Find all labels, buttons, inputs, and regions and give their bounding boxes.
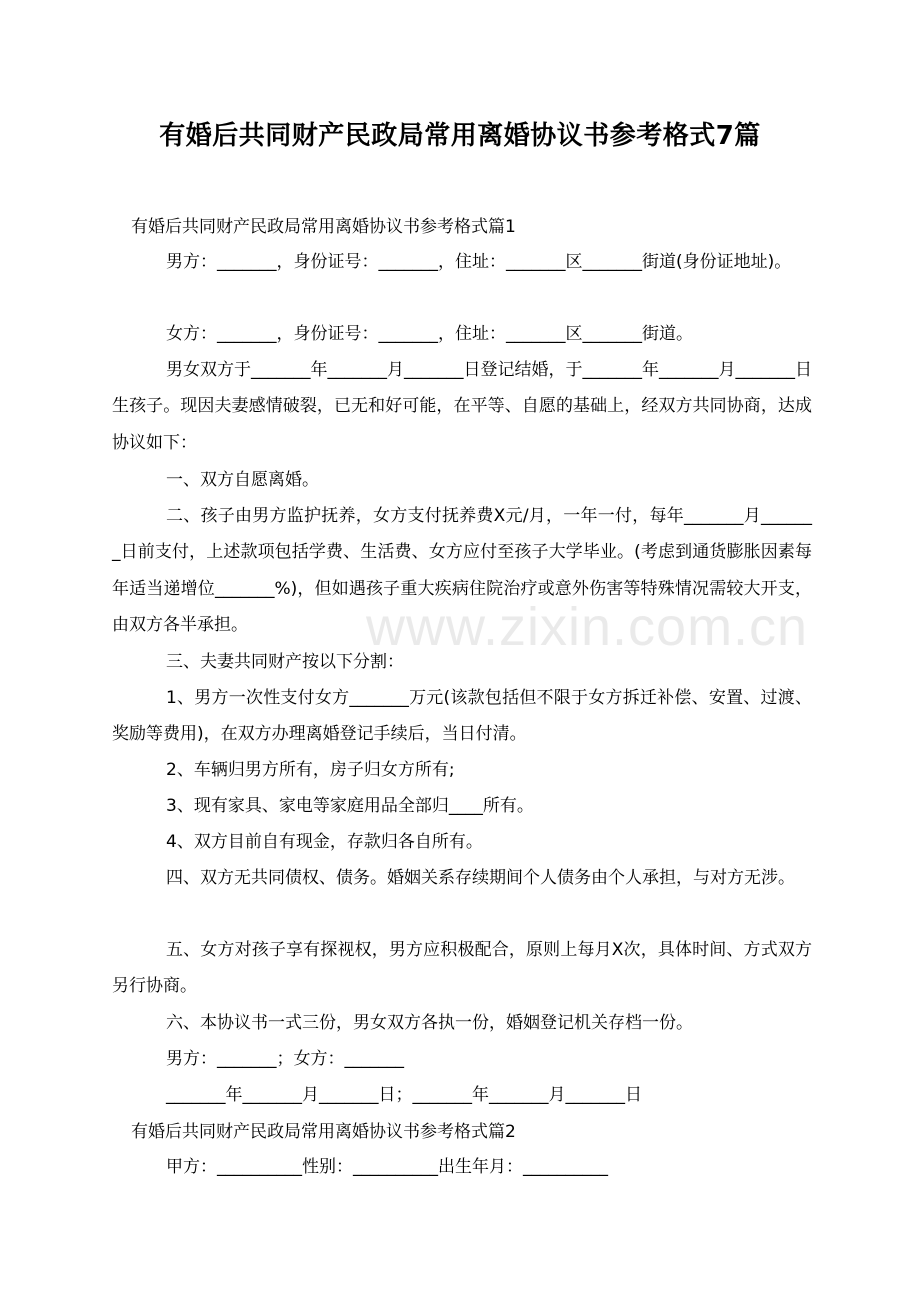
paragraph-signatures: 男方：_______；女方：_______ (166, 1049, 404, 1069)
paragraph-clause-6: 六、本协议书一式三份，男女双方各执一份，婚姻登记机关存档一份。 (166, 1013, 693, 1033)
paragraph-item-3: 3、现有家具、家电等家庭用品全部归____所有。 (166, 796, 534, 816)
paragraph-clause-3: 三、夫妻共同财产按以下分割： (166, 652, 404, 672)
section-heading-2: 有婚后共同财产民政局常用离婚协议书参考格式篇2 (131, 1122, 516, 1142)
document-title: 有婚后共同财产民政局常用离婚协议书参考格式7篇 (159, 121, 761, 151)
paragraph-female-party: 女方：_______，身份证号：_______，住址：_______区_______街道。 (166, 324, 693, 344)
paragraph-item-2: 2、车辆归男方所有，房子归女方所有; (166, 760, 455, 780)
section-heading-1: 有婚后共同财产民政局常用离婚协议书参考格式篇1 (131, 217, 516, 237)
paragraph-marriage-info: 男女双方于_______年_______月_______日登记结婚，于_______年_______月_______日生孩子。现因夫妻感情破裂，已无和好可能，在平等、自愿的基础上，经双方共同协商，达成协议如下： (112, 360, 812, 453)
paragraph-clause-1: 一、双方自愿离婚。 (166, 470, 319, 490)
paragraph-clause-5: 五、女方对孩子享有探视权，男方应积极配合，原则上每月X次，具体时间、方式双方另行协商。 (112, 940, 812, 997)
paragraph-signature-dates: _______年_______月_______日；_______年_______月_______日 (166, 1085, 642, 1105)
paragraph-clause-4: 四、双方无共同债权、债务。婚姻关系存续期间个人债务由个人承担，与对方无涉。 (166, 868, 795, 888)
paragraph-party-a: 甲方：__________性别：__________出生年月：__________ (166, 1157, 608, 1177)
paragraph-item-4: 4、双方目前自有现金，存款归各自所有。 (166, 832, 483, 852)
paragraph-male-party: 男方：_______，身份证号：_______，住址：_______区_______街道(身份证地址)。 (166, 252, 792, 272)
paragraph-clause-2: 二、孩子由男方监护抚养，女方支付抚养费X元/月，一年一付，每年_______月_______日前支付，上述款项包括学费、生活费、女方应付至孩子大学毕业。(考虑到通货膨胀因素每年适当递增位_______%)，但如遇孩子重大疾病住院治疗或意外伤害等特殊情况需较大开支，由双方各半承担。 (112, 506, 812, 636)
paragraph-item-1: 1、男方一次性支付女方_______万元(该款包括但不限于女方拆迁补偿、安置、过渡、奖励等费用)，在双方办理离婚登记手续后，当日付清。 (112, 688, 812, 745)
watermark-text: www.zixin.com.cn (366, 597, 809, 657)
